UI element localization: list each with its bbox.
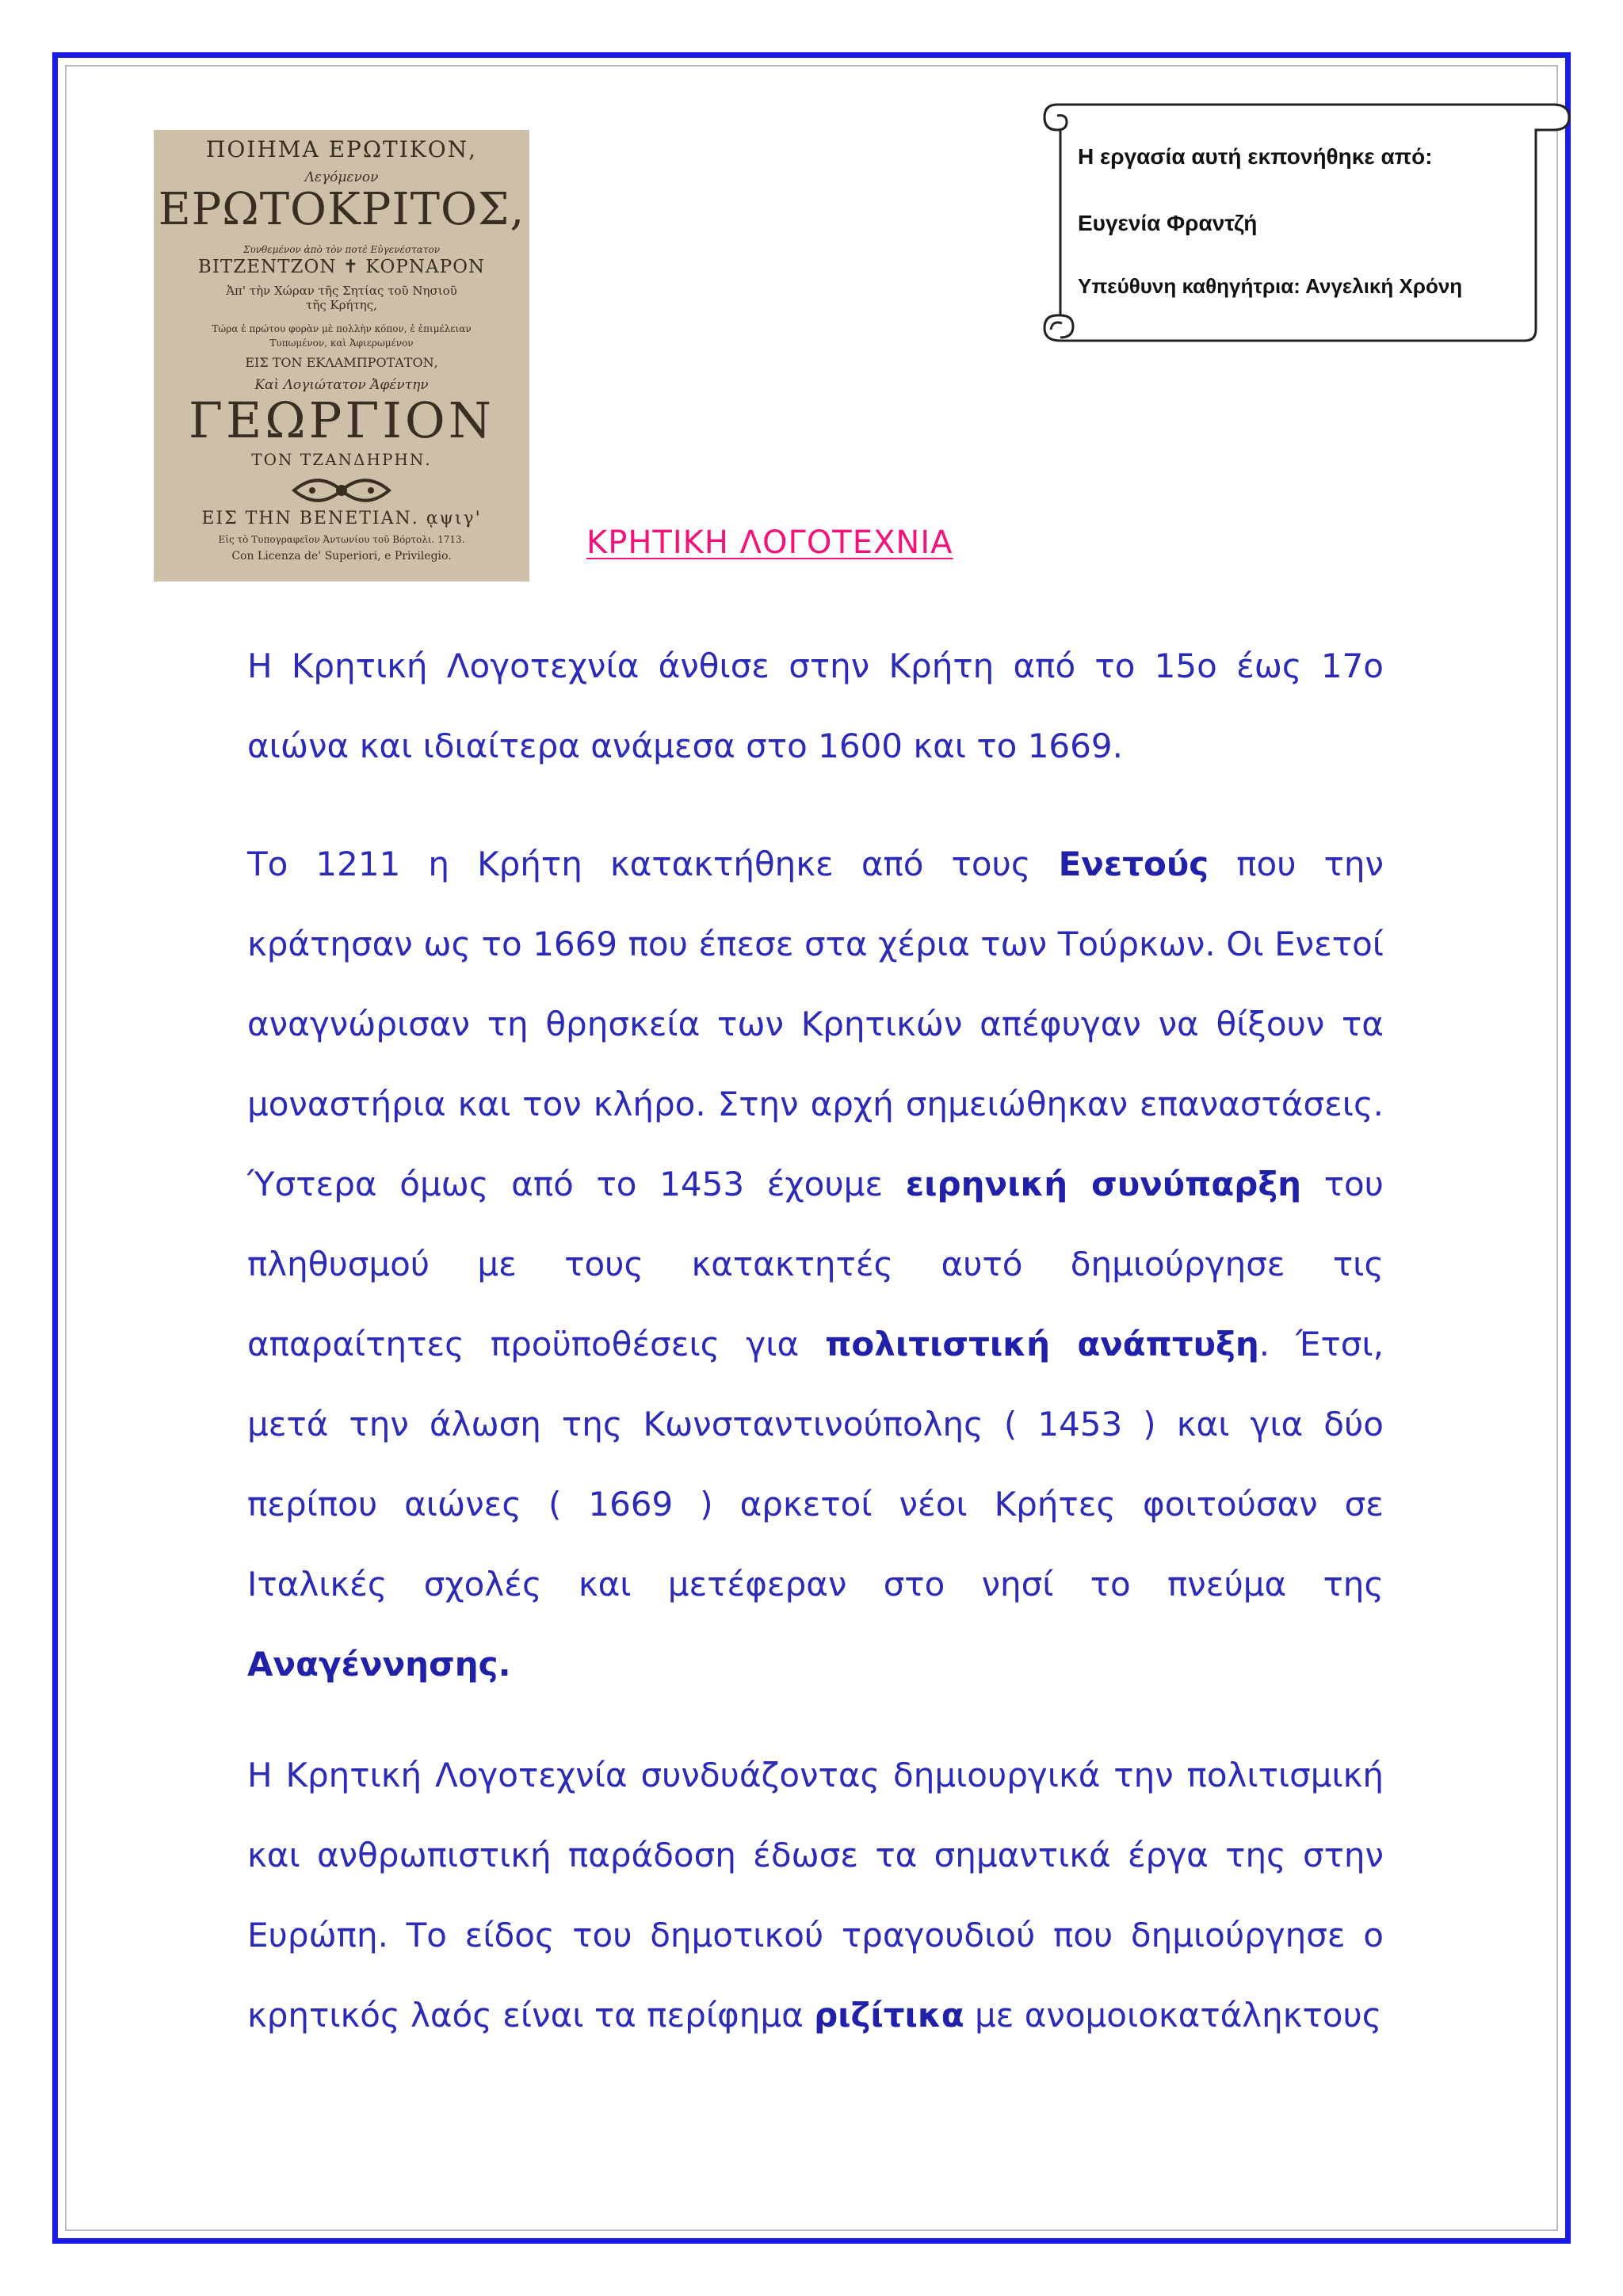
emphasis-cultural-development: πολιτιστική ανάπτυξη bbox=[825, 1325, 1259, 1363]
cover-dedicatee: ΓΕΩΡΓΙΟΝ bbox=[189, 391, 495, 449]
cover-line: Τώρα ἐ πρώτου φορὰν μὲ πολλὴν κόπον, ἐ ἐπιμέλειαν bbox=[212, 323, 472, 334]
page-title: ΚΡΗΤΙΚΗ ΛΟΓΟΤΕΧΝΙΑ bbox=[586, 524, 953, 561]
cover-line: Συνθεμένον ἀπὸ τὸν ποτὲ Εὐγενέστατον bbox=[242, 244, 441, 255]
cover-line: Καὶ Λογιώτατον Ἀφέντην bbox=[254, 377, 429, 393]
ornament-icon bbox=[290, 475, 393, 505]
cover-line: ΤΟΝ ΤΖΑΝΔΗΡΗΝ. bbox=[251, 450, 432, 469]
text-run: που την κράτησαν ως το 1669 που έπεσε στα χέρια των Τούρκων. Οι Ενετοί αναγνώρισαν τη θρησκεία των Κρητικών απέφυγαν να θίξουν τα μοναστήρια και τον κλήρο. Στην αρχή σημειώθηκαν επαναστάσεις. Ύστερα όμως από το 1453 έχουμε bbox=[247, 845, 1384, 1203]
text-run: . Έτσι, μετά την άλωση της Κωνσταντινούπολης ( 1453 ) και για δύο περίπου αιώνες ( 1669 ) αρκετοί νέοι Κρήτες φοιτούσαν σε Ιταλικές σχολές και μετέφεραν στο νησί το πνεύμα της bbox=[247, 1325, 1384, 1604]
scroll-line-author: Ευγενία Φραντζή bbox=[1078, 211, 1258, 235]
paragraph-3 bbox=[247, 1735, 1384, 2055]
emphasis-rizitika: ριζίτικα bbox=[814, 1996, 964, 2035]
cover-line: τῆς Κρήτης, bbox=[306, 298, 377, 312]
cover-line: Con Licenza de' Superiori, e Privilegio. bbox=[231, 550, 452, 563]
text-run: Το 1211 η Κρήτη κατακτήθηκε από τους bbox=[247, 845, 1059, 883]
emphasis-coexistence: ειρηνική συνύπαρξη bbox=[905, 1165, 1302, 1203]
emphasis-venetians: Ενετούς bbox=[1058, 845, 1209, 883]
emphasis-renaissance: Αναγέννησης. bbox=[247, 1645, 511, 1684]
cover-line: Εἰς τὸ Τυπογραφεῖον Ἀντωνίου τοῦ Βόρτολι. 1713. bbox=[218, 534, 465, 545]
paragraph-2 bbox=[247, 824, 1384, 1704]
cover-line: ΕΙΣ ΤΟΝ ΕΚΛΑΜΠΡΟΤΑΤΟΝ, bbox=[245, 355, 438, 370]
scroll-line-credit: Η εργασία αυτή εκπονήθηκε από: bbox=[1078, 144, 1433, 169]
book-cover-image bbox=[154, 130, 529, 582]
text-run: Η Κρητική Λογοτεχνία συνδυάζοντας δημιουργικά την πολιτισμική και ανθρωπιστική παράδοση έδωσε τα σημαντικά έργα της στην Ευρώπη. Το είδος του δημοτικού τραγουδιού που δημιούργησε ο κρητικός λαός είναι τα περίφημα bbox=[247, 1756, 1384, 2035]
text-run: του πληθυσμού με τους κατακτητές αυτό δημιούργησε τις απαραίτητες προϋποθέσεις για bbox=[247, 1165, 1384, 1363]
cover-line: Ἀπ' τὴν Χώραν τῆς Σητίας τοῦ Νησιοῦ bbox=[226, 284, 457, 298]
scroll-line-teacher: Υπεύθυνη καθηγήτρια: Ανγελική Χρόνη bbox=[1078, 274, 1463, 298]
cover-line: Λεγόμενον bbox=[304, 170, 379, 185]
cover-author: ΒΙΤΖΕΝΤΖΟΝ ✝ ΚΟΡΝΑΡΟΝ bbox=[197, 257, 486, 277]
cover-title: ΕΡΩΤΟΚΡΙΤΟΣ, bbox=[158, 184, 525, 235]
paragraph-1: Η Κρητική Λογοτεχνία άνθισε στην Κρήτη από το 15ο έως 17ο αιώνα και ιδιαίτερα ανάμεσα στο 1600 και το 1669. bbox=[247, 646, 1384, 765]
cover-line: ΕΙΣ ΤΗΝ ΒΕΝΕΤΙΑΝ. ᾳψιγ' bbox=[201, 509, 482, 528]
text-run: με ανομοιοκατάληκτους bbox=[964, 1996, 1382, 2035]
cover-line: Τυπωμένον, καὶ Ἀφιερωμένον bbox=[269, 338, 414, 349]
cover-line: ΠΟΙΗΜΑ ΕΡΩΤΙΚΟΝ, bbox=[205, 136, 478, 162]
